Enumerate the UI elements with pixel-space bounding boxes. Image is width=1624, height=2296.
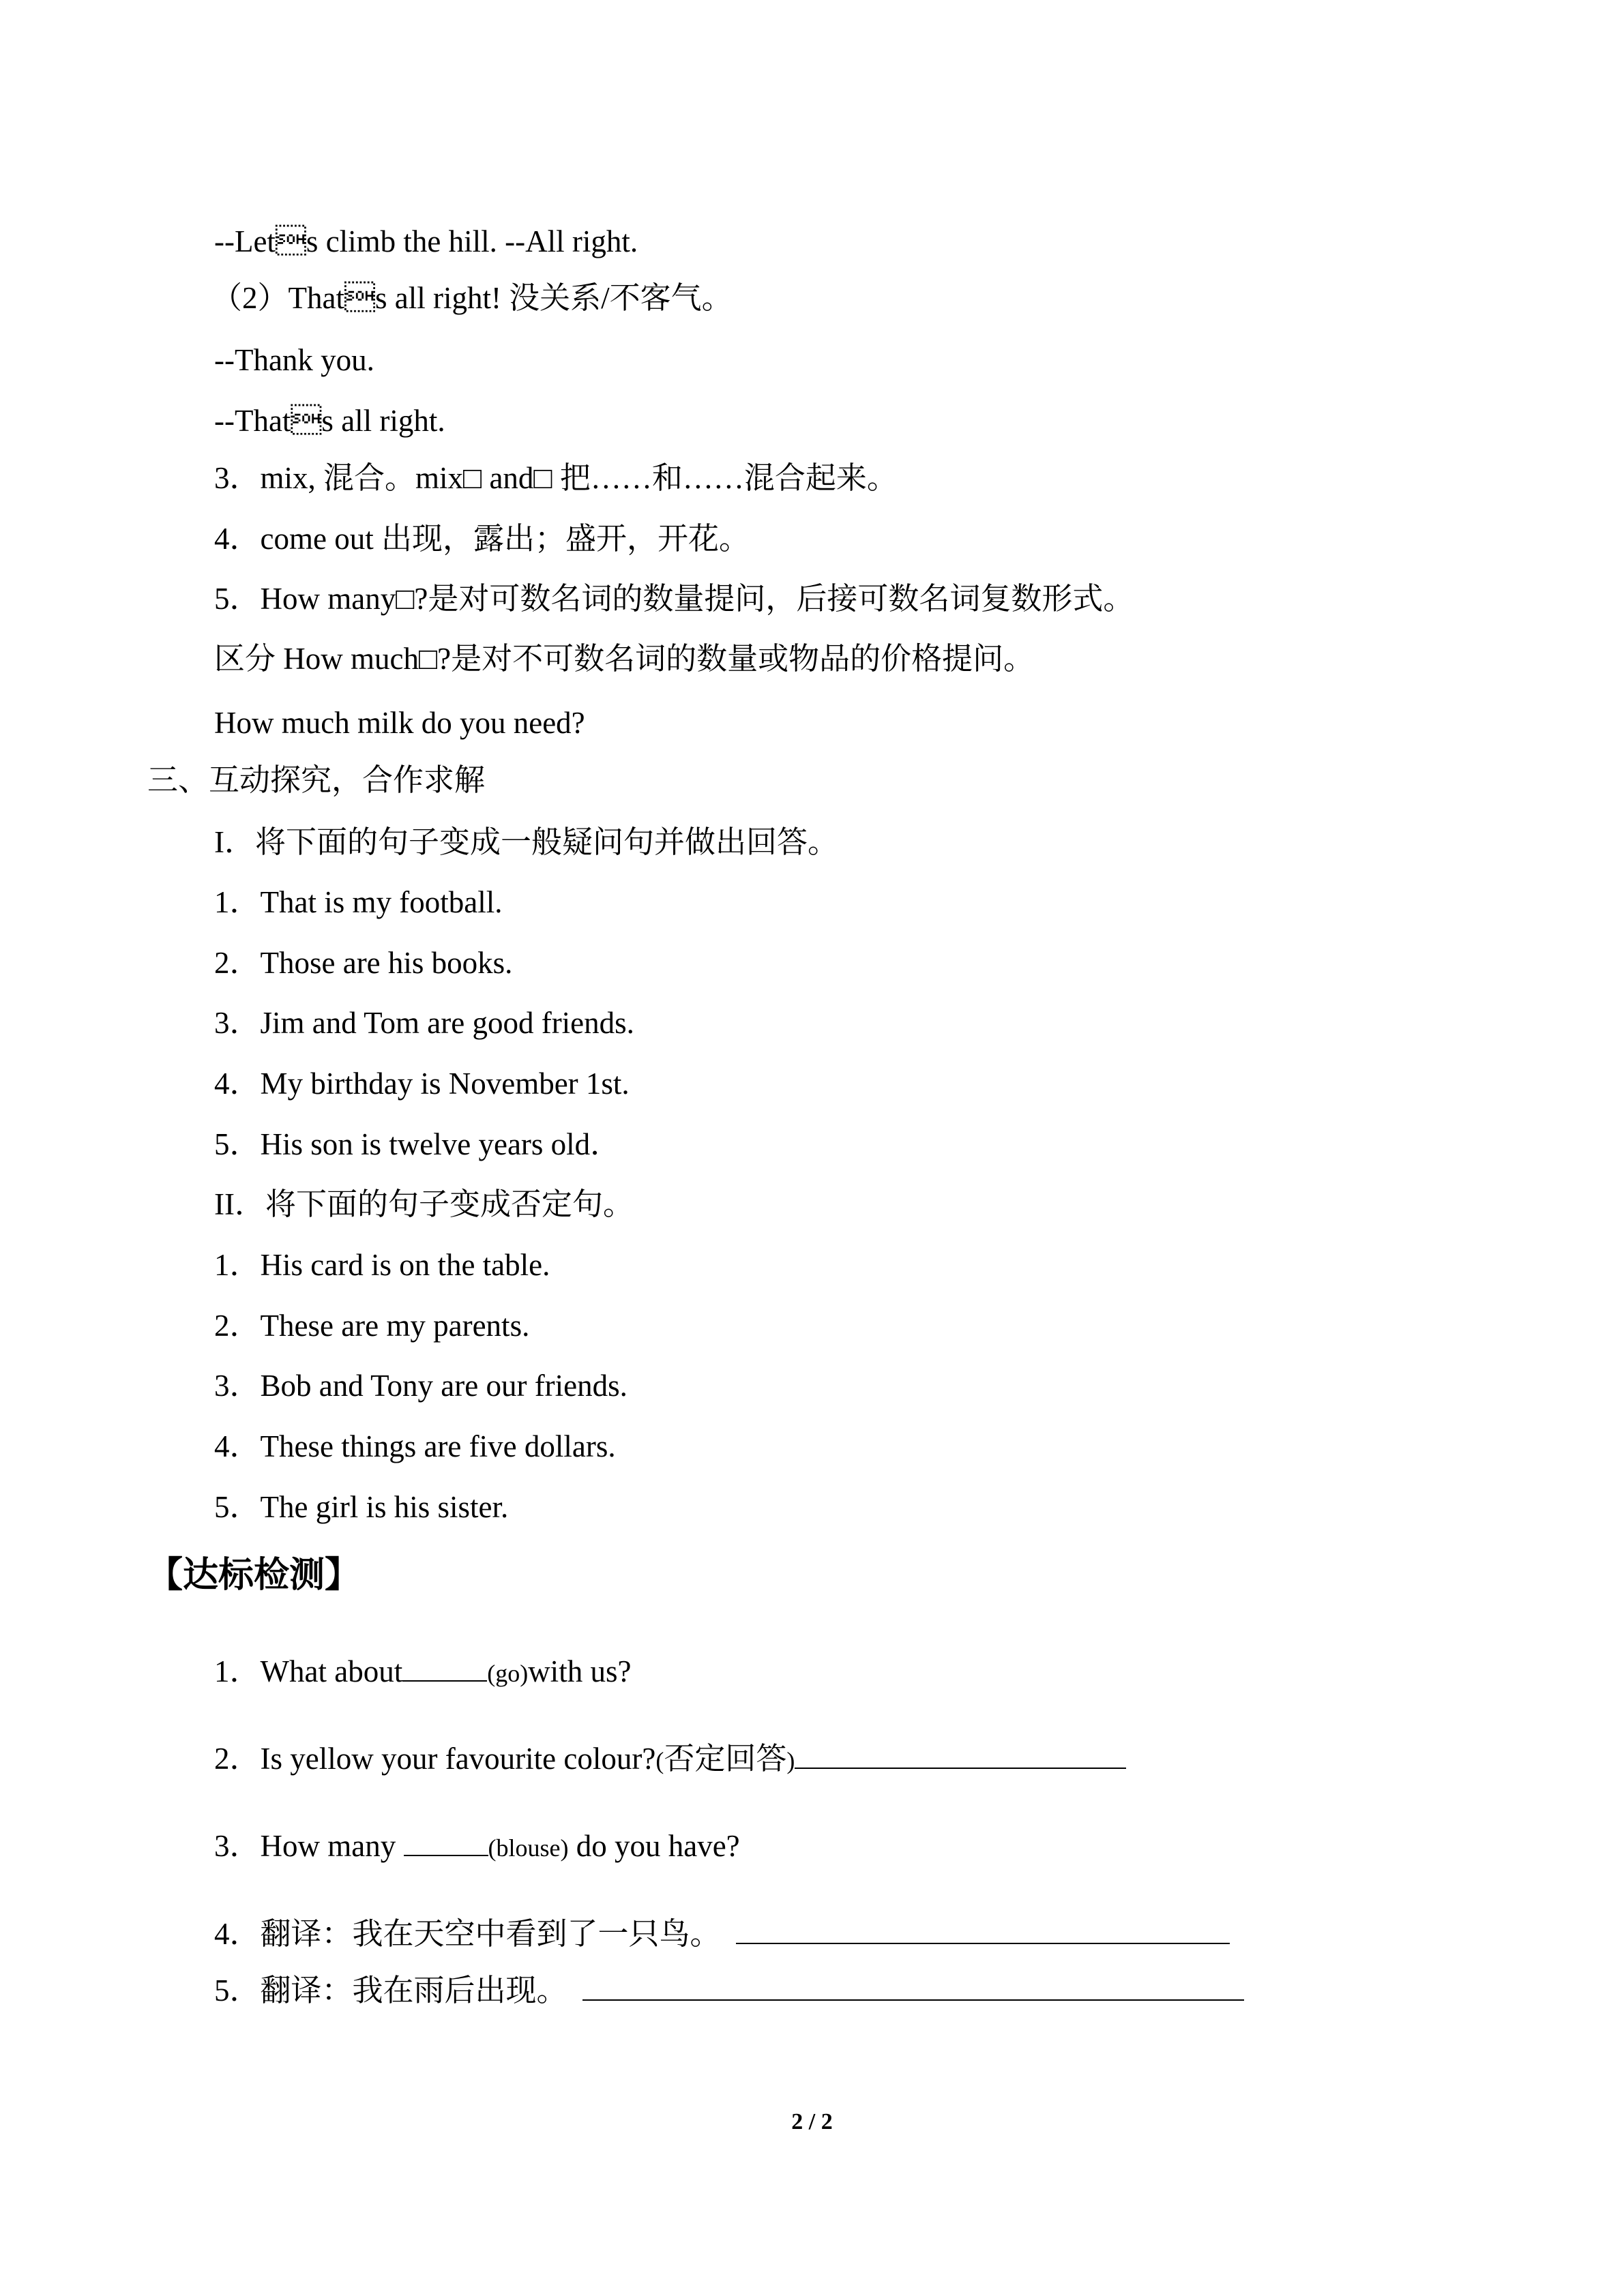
question-text: with us? [528, 1654, 632, 1688]
question-number: 2． [214, 1742, 261, 1776]
point-come-out: 4．come out 出现，露出；盛开，开花。 [214, 522, 750, 556]
test-question-4 [214, 1911, 1230, 1952]
part-2-item: 4．These things are five dollars. [214, 1429, 616, 1463]
example-dialogue-lets-climb: --Lets climb the hill. --All right. [214, 224, 638, 258]
hint-word: (go) [487, 1660, 529, 1687]
example-dialogue-thats-all-right: --Thats all right. [214, 404, 445, 438]
question-text: 翻译：我在天空中看到了一只鸟。 [260, 1917, 721, 1951]
part-2-item: 1．His card is on the table. [214, 1248, 550, 1282]
test-question-5 [214, 1968, 1244, 2009]
test-question-3 [214, 1823, 740, 1864]
part-2-item: 5．The girl is his sister. [214, 1490, 509, 1524]
question-number: 1． [214, 1654, 261, 1688]
part-2-item: 3．Bob and Tony are our friends. [214, 1369, 628, 1403]
answer-blank[interactable] [582, 1968, 1244, 2001]
answer-blank[interactable] [795, 1736, 1126, 1769]
question-number: 3． [214, 1829, 261, 1863]
point-thats-all-right: （2）Thats all right! 没关系/不客气。 [211, 281, 733, 315]
hint-word: (blouse) [488, 1834, 569, 1862]
part-1-item: 1．That is my football. [214, 885, 503, 919]
hint-close: ) [786, 1747, 795, 1774]
question-number: 5． [214, 1973, 261, 2008]
section-3-title: 三、互动探究，合作求解 [147, 763, 486, 797]
point-how-many: 5．How many□?是对可数名词的数量提问，后接可数名词复数形式。 [214, 582, 1134, 616]
test-question-2 [214, 1736, 1126, 1777]
part-1-title: I．将下面的句子变成一般疑问句并做出回答。 [214, 825, 838, 859]
page-number: 2 / 2 [791, 2109, 833, 2134]
question-number: 4． [214, 1917, 261, 1951]
part-2-item: 2．These are my parents. [214, 1309, 530, 1343]
question-text: Is yellow your favourite colour? [260, 1742, 656, 1776]
question-text: What about [260, 1654, 403, 1688]
example-dialogue-thank-you: --Thank you. [214, 343, 374, 377]
hint-word: 否定回答 [664, 1742, 787, 1776]
question-text: do you have? [568, 1829, 740, 1863]
point-how-much: 区分 How much□?是对不可数名词的数量或物品的价格提问。 [214, 642, 1035, 676]
part-1-item: 2．Those are his books. [214, 946, 513, 980]
example-how-much-milk: How much milk do you need? [214, 706, 585, 740]
test-heading: 【达标检测】 [147, 1555, 361, 1596]
part-2-title: II．将下面的句子变成否定句。 [214, 1187, 634, 1221]
part-1-item: 4．My birthday is November 1st. [214, 1067, 630, 1101]
answer-blank[interactable] [736, 1911, 1230, 1944]
test-question-1 [214, 1649, 631, 1690]
part-1-item: 5．His son is twelve years old． [214, 1127, 621, 1161]
answer-blank[interactable] [404, 1823, 488, 1856]
answer-blank[interactable] [402, 1649, 487, 1682]
question-text: 翻译：我在雨后出现。 [260, 1973, 567, 2008]
point-mix: 3．mix, 混合。mix□ and□ 把……和……混合起来。 [214, 461, 898, 495]
question-text: How many [260, 1829, 404, 1863]
part-1-item: 3．Jim and Tom are good friends. [214, 1006, 634, 1040]
hint-open: ( [655, 1747, 664, 1774]
